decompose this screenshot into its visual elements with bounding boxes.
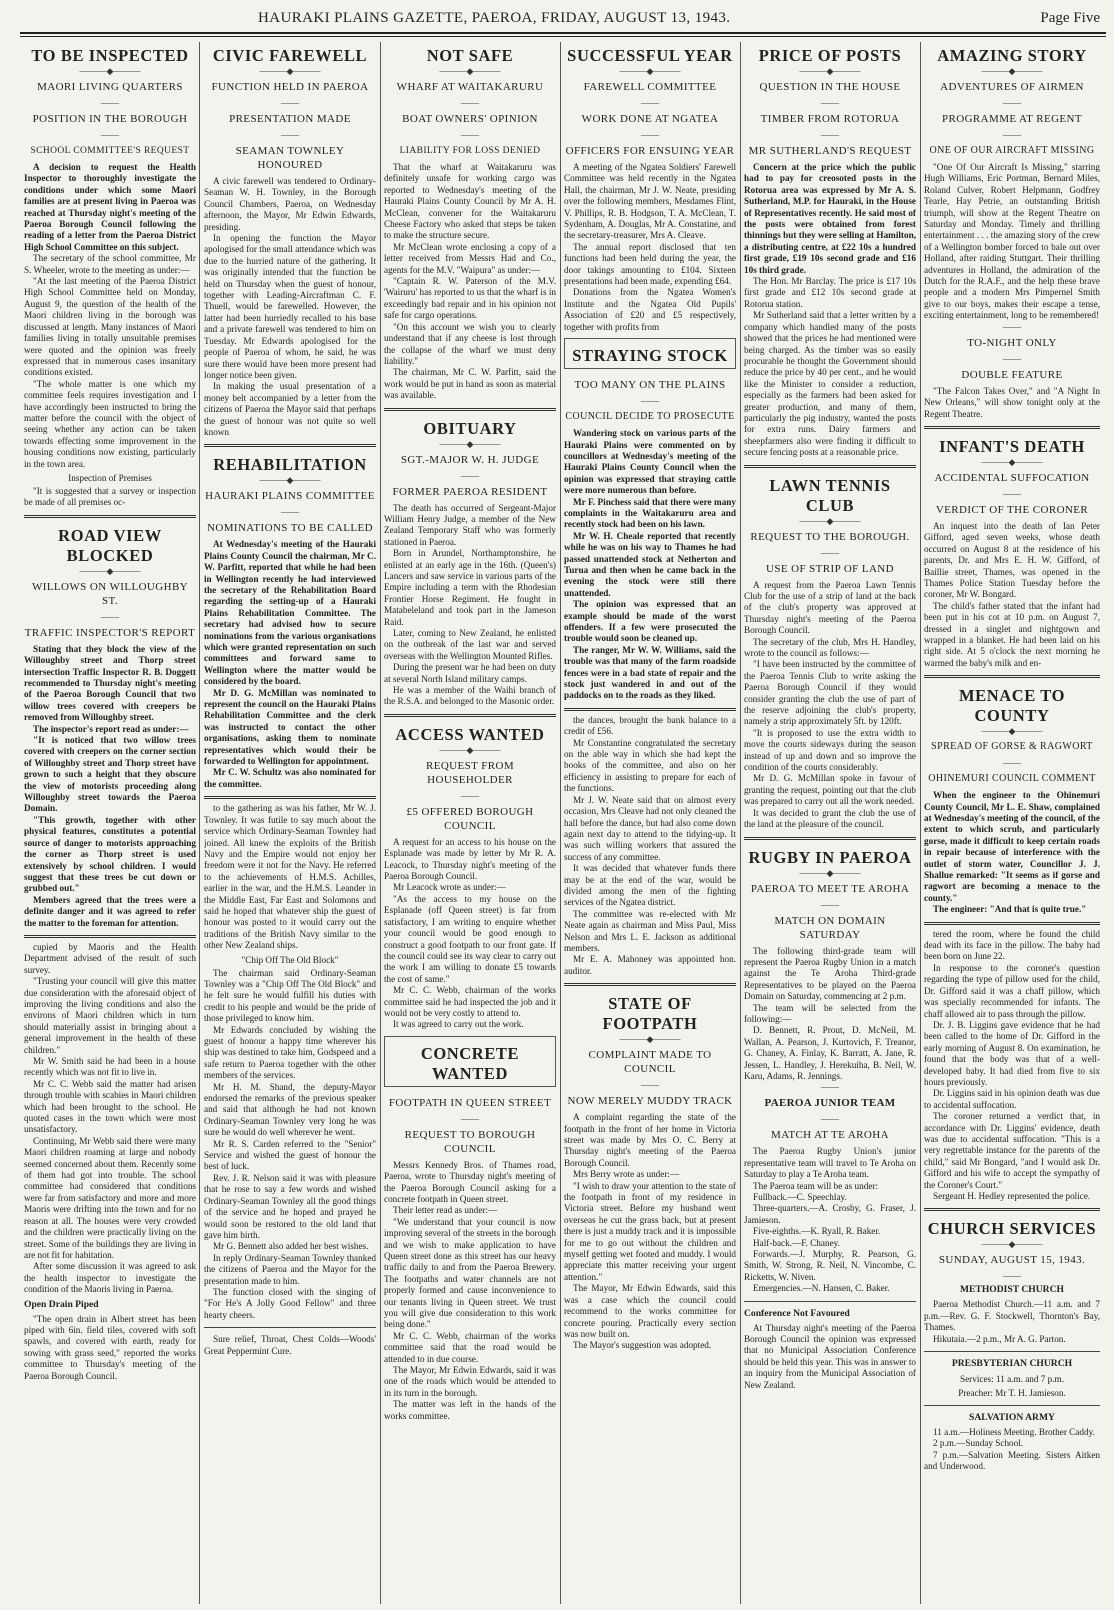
- service-listing: 11 a.m.—Holiness Meeting. Brother Caddy.: [933, 1427, 1095, 1438]
- lead-paragraph: A decision to request the Health Inspector to thoroughly investigate the conditions under which some Maori families are at present living in Paeroa was reached at Thursday night's meeting of the Paeroa Borough Council following the reading of a letter from the Paeroa District High School Committee on this subject.: [24, 162, 196, 252]
- subhead: POSITION IN THE BOROUGH: [32, 113, 188, 125]
- paragraph: "The whole matter is one which my committee feels requires investigation and I have accordingly been instructed to bring the matter before the council with the object of seeing whether any action can be taken towards effecting some improvement in the housing conditions now existing, particularly in the town area.: [24, 378, 196, 469]
- subhead: REQUEST FROM HOUSEHOLDER: [425, 759, 515, 786]
- ornament-rule: ———◆———: [439, 66, 501, 76]
- subhead: TIMBER FROM ROTORUA: [760, 113, 900, 125]
- ornament-rule: ——: [1003, 488, 1021, 499]
- ornament-rule: ———◆———: [799, 867, 861, 878]
- section-rule: [744, 465, 916, 468]
- paragraph: In response to the coroner's question regarding the type of pillow used for the child, Dr. Gifford said it was a chaff pillow, which was specially recommended for infants. The chaff allowed air to pass through the pillow.: [924, 962, 1100, 1019]
- masthead: [0, 0, 1114, 40]
- headline-lawn-tennis-club: LAWN TENNIS CLUB: [769, 475, 891, 515]
- paragraph: The death has occurred of Sergeant-Major William Henry Judge, a member of the New Zealand Temporary Staff who was formerly stationed in Paeroa.: [384, 502, 556, 547]
- ornament-rule: ——: [281, 507, 299, 518]
- paragraph: Rev. J. R. Nelson said it was with pleasure that he rose to say a few words and wished Ordinary-Seaman Townley all the good things of the service and he hoped and prayed he would soon be restored to the old land that gave him birth.: [204, 1172, 376, 1240]
- section-rule: [204, 444, 376, 447]
- paragraph: "One Of Our Aircraft Is Missing," starring Hugh Williams, Eric Portman, Bernard Miles, Roland Culver, Robert Helpmann, Godfrey Tearle, Hay Petrie, an outstanding British triumph, will show at the Regent Theatre on Saturday and Monday. Timely and thrilling entertainment . . . the amazing story of the crew of a Wellington bomber forced to bale out over Holland, after raiding Stuttgart. Their thrilling adventures in Holland, the admiration of the Dutch for the R.A.F., and the help these brave people and a modern Mrs Pimpernel Smith give to our boys, makes their escape a tense, exciting entertainment, long to be remembered!: [924, 162, 1100, 321]
- subhead: TO-NIGHT ONLY: [967, 336, 1057, 349]
- service-listing: 7 p.m.—Salvation Meeting. Sisters Aitken and Underwood.: [924, 1449, 1100, 1472]
- section-rule: [204, 1327, 376, 1328]
- paragraph: A meeting of the Ngatea Soldiers' Farewell Committee was held recently in the Ngatea Hall, the chairman, Mr J. W. Neate, presiding over the following members, Mesdames Flint, V. Phillips, R. B. Hodgson, T. A. McClean, T. Sydenham, A. Douglas, Mr A. Constatine, and the secretary-treasurer, Mrs A. Cleave.: [564, 162, 736, 241]
- ornament-rule: ———◆———: [619, 66, 681, 76]
- paragraph: The team will be selected from the following:—: [744, 1002, 916, 1024]
- ornament-rule: ——: [641, 396, 659, 407]
- paragraph: Later, coming to New Zealand, he enlisted on the outbreak of the last war and served overseas with the Wellington Mounted Rifles.: [384, 628, 556, 661]
- paragraph: Mr Leacock wrote as under:—: [393, 882, 506, 893]
- paragraph: A request from the Paeroa Lawn Tennis Club for the use of a strip of land at the back of the club's property was approved at Thursday night's meeting of the Paeroa Borough Council.: [744, 579, 916, 636]
- paragraph: the dances, brought the bank balance to a credit of £56.: [564, 714, 736, 737]
- subhead: PAEROA JUNIOR TEAM: [764, 1097, 896, 1110]
- ornament-rule: ———◆———: [799, 66, 861, 76]
- section-rule: [564, 983, 736, 986]
- ornament-rule: ——: [101, 611, 119, 622]
- paragraph: In reply Ordinary-Seaman Townley thanked the citizens of Paeroa and the Mayor for the presentation made to him.: [204, 1252, 376, 1286]
- section-rule: [384, 714, 556, 717]
- paragraph: During the present war he had been on duty at several North Island military camps.: [384, 662, 556, 684]
- paragraph: Mr R. S. Carden referred to the "Senior" Service and wished the guest of honour the best of luck.: [204, 1138, 376, 1172]
- paragraph: The coroner returned a verdict that, in accordance with Dr. Liggins' evidence, death was due to accidental suffocation. "This is a very regrettable instance for the parents of the child," said Mr Bongard, "and I would ask Dr. Gifford and his wife to accept the sympathy of the Coroner's Court.": [924, 1111, 1100, 1190]
- service-listing: Hikutaia.—2 p.m., Mr A. G. Parton.: [933, 1333, 1066, 1344]
- subhead: PROGRAMME AT REGENT: [941, 113, 1083, 125]
- subhead: FAREWELL COMMITTEE: [583, 81, 717, 93]
- paragraph: At Thursday night's meeting of the Paeroa Borough Council the opinion was expressed that no Municipal Association Conference should be held this year. This was in answer to an inquiry from the Municipal Association of New Zealand.: [744, 1322, 916, 1390]
- paragraph: Emergencies.—N. Hansen, C. Baker.: [753, 1283, 890, 1294]
- column-5: [744, 42, 916, 1604]
- paragraph: The secretary of the club, Mrs H. Handley, wrote to the council as follows:—: [744, 636, 916, 658]
- subhead: WHARF AT WAITAKARURU: [396, 81, 544, 93]
- paragraph: The inspector's report read as under:—: [33, 723, 189, 734]
- paragraph: An inquest into the death of Ian Peter Gifford, aged seven weeks, whose death occurred on August 8 at the residence of his parents, Dr. and Mrs E. H. W. Gifford, of Baillie street, Thames, was opened in the Thames Police Station Tuesday before the coroner, Mr W. Bongard.: [924, 520, 1100, 600]
- ornament-rule: ——: [821, 98, 839, 108]
- paragraph: The annual report disclosed that ten functions had been held during the year, the door takings amounting to £104. Sixteen presentations had been made, expending £64.: [564, 241, 736, 287]
- subhead: OFFICERS FOR ENSUING YEAR: [565, 145, 735, 157]
- paragraph: The secretary of the school committee, Mr S. Wheeler, wrote to the meeting as under:—: [24, 253, 196, 275]
- ornament-rule: ———◆———: [981, 726, 1043, 737]
- ornament-rule: ——: [821, 1082, 839, 1093]
- column-2: [204, 42, 376, 1604]
- subhead: NOMINATIONS TO BE CALLED: [207, 522, 373, 535]
- paragraph: In making the usual presentation of a money belt accompanied by a letter from the citizens of Paeroa the Mayor said that perhaps the guest of honour was not quite so well known: [204, 381, 376, 437]
- crosshead: Inspection of Premises: [68, 472, 152, 483]
- paragraph: The child's father stated that the infant had been put in his cot at 10 p.m. on August 7, dressed in a singlet and nightgown and wrapped in a blanket. He had been laid on his right side. At 5 o'clock the next morning he warmed the baby's milk and en-: [924, 600, 1100, 668]
- lead-paragraph: Stating that they block the view of the Willoughby street and Thorp street intersection Traffic Inspector R. B. Doggett recommended to Thursday night's meeting of the Paeroa Borough Council that two willow trees covered with creepers be removed from Willoughby street.: [24, 643, 196, 723]
- paragraph: It was decided to grant the club the use of the land at the pleasure of the council.: [744, 807, 916, 830]
- headline-to-be-inspected: TO BE INSPECTED: [31, 46, 189, 65]
- ornament-rule: ——: [821, 130, 839, 140]
- paragraph: After some discussion it was agreed to ask the health inspector to investigate the condition of the Maoris living in Paeroa.: [24, 1261, 196, 1295]
- paragraph: The matter was left in the hands of the works committee.: [384, 1399, 556, 1421]
- headline-price-of-posts: PRICE OF POSTS: [758, 46, 902, 65]
- boxed-article: [384, 1036, 556, 1087]
- column-rule: [199, 42, 200, 1604]
- paragraph: Mr G. Bennett also added her best wishes.: [213, 1241, 369, 1252]
- column-rule: [740, 42, 741, 1604]
- subhead: LIABILITY FOR LOSS DENIED: [399, 146, 541, 156]
- subhead: PAEROA TO MEET TE AROHA: [750, 882, 910, 895]
- paragraph: Mr Constantine congratulated the secretary on the able way in which she had kept the books of the committee, and also on her efficiency in assisting to prepare for each of the functions.: [564, 737, 736, 794]
- paragraph: "It is noticed that two willow trees covered with creepers on the corner section of Willoughby street and Thorp street have grown to such a height that they obscure the view of motorists proceeding along Willoughby street towards the Paeroa Domain.: [24, 735, 196, 814]
- paragraph: Half-back.—F. Chaney.: [753, 1237, 840, 1248]
- subhead: DOUBLE FEATURE: [961, 368, 1063, 381]
- paragraph: The Paeroa Rugby Union's junior representative team will travel to Te Aroha on Saturday to play a Te Aroha team.: [744, 1146, 916, 1180]
- paragraph: tered the room, where he found the child dead with its face in the pillow. The baby had been born on June 22.: [924, 928, 1100, 962]
- subhead: MATCH AT TE AROHA: [771, 1129, 889, 1142]
- paragraph: "I wish to draw your attention to the state of the footpath in front of my residence in Victoria street. Before my husband went overseas he cut the grass back, but at present there is just a muddy track and it is impossible for me to go out without the children and myself getting wet footed and muddy. I would appreciate this matter receiving your urgent attention.": [564, 1180, 736, 1282]
- ornament-rule: ——: [641, 98, 659, 108]
- subhead: REQUEST TO BOROUGH COUNCIL: [404, 1128, 536, 1155]
- service-listing: Services: 11 a.m. and 7 p.m.: [959, 1374, 1065, 1385]
- headline-not-safe: NOT SAFE: [426, 46, 514, 65]
- paragraph: The chairman, Mr C. W. Parfitt, said the work would be put in hand as soon as material was available.: [384, 367, 556, 401]
- column-rule: [380, 42, 381, 1604]
- ornament-rule: ——: [1003, 1271, 1021, 1282]
- ornament-rule: ——: [1003, 353, 1021, 364]
- paragraph: Donations from the Ngatea Women's Institute and the Ngatea Old Pupils' Association of £20 and £5 respectively, together with profits from: [564, 287, 736, 332]
- subhead: ADVENTURES OF AIRMEN: [940, 81, 1084, 93]
- paragraph: "It is suggested that a survey or inspection be made of all premises oc-: [24, 485, 196, 508]
- subhead: ACCIDENTAL SUFFOCATION: [934, 471, 1090, 484]
- subhead: MATCH ON DOMAIN SATURDAY: [774, 914, 886, 941]
- paragraph: D. Bennett, R. Prout, D. McNeil, M. Wallan, A. Pearson, J. Kurtovich, F. Treanor, G. Chaney, A. Finlay, K. Barratt, A. Jane, R. Jessen, L. Handley, J. Herekuiha, B. Neil, W. Karu, Adams, R. Jennings.: [744, 1025, 916, 1081]
- section-rule: [924, 1208, 1100, 1211]
- subhead: SGT.-MAJOR W. H. JUDGE: [400, 453, 540, 466]
- paragraph: Continuing, Mr Webb said there were many Maori children roaming at large and nobody seemed concerned about them. Recently some of them had got into trouble. The school committee had considered that conditions were far from satisfactory and more and more Maoris were drifting into the town and for no reason at all. The houses were very crowded and the children were practically living on the street. Some of the buildings they are living in are not fit for habitation.: [24, 1135, 196, 1260]
- paragraph: "This growth, together with other physical features, constitutes a potential source of danger to motorists approaching the corner as Thorp street is used extensively by school children. I would suggest that these trees be cut down or grubbed out.": [24, 814, 196, 894]
- subhead: USE OF STRIP OF LAND: [765, 562, 894, 575]
- column-6: [924, 42, 1100, 1604]
- paragraph: Dr. J. B. Liggins gave evidence that he had been called to the home of Dr. Gifford in the early morning of August 8. On examination, he found that the body was that of a well-developed baby. It had died from five to six hours previously.: [924, 1019, 1100, 1087]
- lead-paragraph: At Wednesday's meeting of the Hauraki Plains County Council the chairman, Mr C. W. Parfitt, reported that while he had been in Wellington recently he had interviewed the secretary of the Rehabilitation Board regarding the setting-up of a Hauraki Plains Rehabilitation Committee. The secretary had advised how to secure nominations from the various organisations which were granted representation on such committees and forward same to Wellington where the matter would be considered by the board.: [204, 539, 376, 687]
- page-number: Page Five: [1040, 10, 1100, 26]
- masthead-title: HAURAKI PLAINS GAZETTE, PAEROA, FRIDAY, AUGUST 13, 1943.: [258, 10, 731, 26]
- service-listing: 2 p.m.—Sunday School.: [933, 1438, 1024, 1449]
- section-rule: [924, 1351, 1100, 1352]
- headline-road-view-blocked: ROAD VIEW BLOCKED: [58, 525, 162, 565]
- paragraph: He was a member of the Waihi branch of the R.S.A. and belonged to the Masonic order.: [384, 685, 556, 707]
- paragraph: Sergeant H. Hedley represented the police.: [933, 1191, 1091, 1201]
- headline-state-of-footpath: STATE OF FOOTPATH: [602, 994, 698, 1034]
- headline-menace-to-county: MENACE TO COUNTY: [958, 686, 1066, 726]
- subhead: VERDICT OF THE CORONER: [935, 503, 1089, 516]
- paragraph: The function closed with the singing of "For He's A Jolly Good Fellow" and three hearty cheers.: [204, 1286, 376, 1320]
- section-rule: [744, 837, 916, 840]
- section-rule: [924, 426, 1100, 429]
- ornament-rule: ——: [461, 98, 479, 108]
- crosshead: Open Drain Piped: [24, 1298, 99, 1310]
- headline-amazing-story: AMAZING STORY: [937, 46, 1087, 65]
- ornament-rule: ——: [101, 130, 119, 140]
- paragraph: Mr W. Smith said he had been in a house recently which was not fit to live in.: [24, 1056, 196, 1078]
- paragraph: Dr. Liggins said in his opinion death was due to accidental suffocation.: [924, 1088, 1100, 1110]
- section-rule: [564, 708, 736, 711]
- paragraph: It was agreed to carry out the work.: [393, 1019, 524, 1030]
- subhead: FORMER PAEROA RESIDENT: [392, 485, 548, 498]
- paragraph: "It is proposed to use the extra width to move the courts sideways during the season instead of up and down and so improve the condition of the courts considerably.: [744, 727, 916, 773]
- paragraph: Mr C. W. Schultz was also nominated for the committee.: [204, 767, 376, 789]
- paragraph: Mr C. C. Webb, chairman of the works committee said he had inspected the job and it would not be very costly to attend to.: [384, 985, 556, 1018]
- column-rule: [920, 42, 921, 1604]
- lead-paragraph: When the engineer to the Ohinemuri County Council, Mr L. E. Shaw, complained at Wednesday's meeting of the council, of the extent to which scrub, and particularly gorse, made it difficult to keep certain roads in repair because of interference with the outlet of storm water, Councillor J. J. Shallue remarked: "It seems as if gorse and ragwort are becoming a menace to the county.": [924, 790, 1100, 903]
- church-name: METHODIST CHURCH: [959, 1284, 1065, 1296]
- ornament-rule: ——: [461, 1113, 479, 1124]
- paragraph: The ranger, Mr W. W. Williams, said the trouble was that many of the farm roadside fences were in a bad state of repair and the stock just wandered in and out of the paddocks on to the roads as they liked.: [564, 644, 736, 701]
- subhead: MAORI LIVING QUARTERS: [37, 81, 183, 93]
- ornament-rule: ——: [461, 130, 479, 140]
- paragraph: Mr D. G. McMillan was nominated to represent the council on the Hauraki Plains Rehabilitation Committee and the clerk was instructed to contact the other organisations, asking them to nominate representatives which would their be forwarded to Wellington for appointment.: [204, 687, 376, 767]
- paragraph: The Mayor, Mr Edwin Edwards, said it was one of the roads which would be attended to in its turn in the borough.: [384, 1365, 556, 1398]
- boxed-article: [564, 338, 736, 369]
- headline-straying-stock: STRAYING STOCK: [572, 346, 728, 366]
- ornament-rule: ——: [1003, 98, 1021, 108]
- headline-rehabilitation: REHABILITATION: [213, 455, 367, 475]
- subhead: WORK DONE AT NGATEA: [581, 113, 719, 125]
- ornament-rule: ———◆———: [79, 66, 141, 76]
- subhead: SEAMAN TOWNLEY HONOURED: [235, 145, 345, 171]
- paragraph: Messrs Kennedy Bros. of Thames road, Paeroa, wrote to Thursday night's meeting of the Paeroa Borough Council asking for a concrete footpath in Queen street.: [384, 1159, 556, 1204]
- paragraph: "The open drain in Albert street has been piped with 6in. field tiles, covered with soft spawls, and covered with earth, ready for sowing with grass seed," reported the works committee to Thursday's meeting of the Paeroa Borough Council.: [24, 1313, 196, 1381]
- paragraph: The following third-grade team will represent the Paeroa Rugby Union in a match against the Te Aroha Third-grade Representatives to be played on the Paeroa Domain on Saturday, commencing at 2 p.m.: [744, 945, 916, 1002]
- paragraph: A request for an access to his house on the Esplanade was made by letter by Mr R. A. Leacock, to Thursday night's meeting of the Paeroa Borough Council.: [384, 836, 556, 882]
- ornament-rule: ——: [641, 130, 659, 140]
- subhead: SPREAD OF GORSE & RAGWORT: [931, 741, 1093, 753]
- paragraph: In opening the function the Mayor apologised for the small attendance which was due to the hurried nature of the gathering. It was originally intended that the function be held on Thursday when the guest of honour, together with Leading-Aircraftman C. F. Thuell, would be farewelled. However, the latter had been hurriedly recalled to his base and a private farewell was tendered to him on Tuesday. Mr Edwards apologised for the people of Paeroa of whom, he said, he was sure there would have been more present had longer notice been given.: [204, 233, 376, 380]
- section-rule: [24, 515, 196, 518]
- paragraph: "We understand that your council is now improving several of the streets in the borough and we wish to make application to have Queen street done as this street has our heavy traffic daily to and from the Paeroa Brewery. The footpaths and water channels are not properly formed and cause inconvenience to our tenants living in Queen street. We trust you will give due consideration to this work being done.": [384, 1216, 556, 1330]
- church-name: PRESBYTERIAN CHURCH: [951, 1358, 1073, 1370]
- ornament-rule: ———◆———: [439, 744, 501, 755]
- ornament-rule: ——: [281, 98, 299, 108]
- paragraph: The committee was re-elected with Mr Neate again as chairman and Miss Paul, Miss Nelson and Mrs L. E. Jackson as additional members.: [564, 908, 736, 953]
- ornament-rule: ———◆———: [79, 565, 141, 576]
- paragraph: Three-quarters.—A. Crosby, G. Fraser, J. Jamieson.: [744, 1203, 916, 1225]
- section-rule: [924, 675, 1100, 678]
- subhead: FOOTPATH IN QUEEN STREET: [388, 1096, 552, 1109]
- paragraph: Mr F. Pinchess said that there were many complaints in the Waitakaruru area and recently stock had been on his lawn.: [564, 496, 736, 530]
- ornament-rule: ———◆———: [619, 1034, 681, 1045]
- column-1: [24, 42, 196, 1604]
- headline-rugby-in-paeroa: RUGBY IN PAEROA: [748, 847, 912, 867]
- subhead: TOO MANY ON THE PLAINS: [574, 379, 726, 392]
- subhead: TRAFFIC INSPECTOR'S REPORT: [24, 626, 196, 639]
- section-rule: [924, 922, 1100, 925]
- ornament-rule: ——: [1003, 130, 1021, 140]
- service-listing: Preacher: Mr T. H. Jamieson.: [958, 1388, 1066, 1399]
- paragraph: Fullback.—C. Speechlay.: [753, 1192, 847, 1202]
- subhead: PRESENTATION MADE: [229, 113, 351, 125]
- headline-infants-death: INFANT'S DEATH: [939, 436, 1085, 456]
- paragraph: "As the access to my house on the Esplanade (off Queen street) is far from satisfactory, I am writing to enquire whether your council would be good enough to construct a good footpath to our front gate. If the council could see its way clear to carry out the work I am willing to donate £5 towards the cost of same.": [384, 893, 556, 984]
- paragraph: Born in Arundel, Northamptonshire, he enlisted at an early age in the 16th. (Queen's) Lancers and saw service in various parts of the Empire including a term with the Rhodesian Frontier Horse Regiment. He fought in Matabeleland and took part in the Jameson Raid.: [384, 548, 556, 627]
- paragraph: A civic farewell was tendered to Ordinary-Seaman W. H. Townley, in the Borough Council Chambers, Paeroa, on Wednesday afternoon, the Mayor, Mr Edwin Edwards, presiding.: [204, 176, 376, 232]
- paragraph: That the wharf at Waitakaruru was definitely unsafe for working cargo was reported to Wednesday's meeting of the Hauraki Plains County Council by Mr A. H. McClean, convener for the Waitakaruru Cheese Factory who asked that steps be taken to make the structure secure.: [384, 162, 556, 241]
- section-rule: [744, 1301, 916, 1302]
- section-rule: [24, 935, 196, 938]
- headline-access-wanted: ACCESS WANTED: [395, 724, 545, 744]
- headline-concrete-wanted: CONCRETE WANTED: [420, 1043, 520, 1083]
- paragraph: to the gathering as was his father, Mr W. J. Townley. It was futile to say much about the service which Ordinary-Seaman Townley had joined. All knew the exploits of the British Navy and the Empire would not enjoy her freedom were it not for the Navy. He referred to the achievements of H.M.S. Achilles, earlier in the war, and the H.M.S. Leander in the Middle East, Far East and Solomons and said he hoped that whatever ship the guest of honour was posted to it would carry out the traditions of the British Navy similar to the other New Zealand ships.: [204, 803, 376, 951]
- section-rule: [204, 796, 376, 799]
- paragraph: "The Falcon Takes Over," and "A Night In New Orleans," will show tonight only at the Regent Theatre.: [924, 385, 1100, 419]
- paragraph: "At the last meeting of the Paeroa District High School Committee held on Monday, August 9, the question of the health of the Maori children living in the borough was discussed at length. Many instances of Maori families living in totally unsuitable premises were quoted and the opinion was freely expressed that in numerous cases insanitary conditions existed.: [24, 276, 196, 378]
- paragraph: The chairman said Ordinary-Seaman Townley was a "Chip Off The Old Block" and he felt sure he would fulfill his duties with credit to his people and would be the pride of those privileged to know him.: [204, 967, 376, 1024]
- paragraph: "I have been instructed by the committee of the Paeroa Tennis Club to write asking the Paeroa Borough Council if they would consider granting the club the use of part of the reserve adjoining the club's property, namely a strip approximately 5ft. by 120ft.: [744, 659, 916, 727]
- subhead: OHINEMURI COUNCIL COMMENT: [928, 773, 1096, 785]
- paragraph: The opinion was expressed that an example should be made of the worst offenders. If a few were prosecuted the trouble would soon be cleaned up.: [564, 599, 736, 644]
- crosshead: Conference Not Favoured: [744, 1307, 850, 1319]
- ornament-rule: ——: [461, 470, 479, 481]
- paragraph: Mr C. C. Webb said the matter had arisen through trouble with scabies in Maori children which had been brought to the school. He quoted cases in the town which were most unsatisfactory.: [24, 1078, 196, 1135]
- paragraph: The Paeroa team will be as under:: [753, 1180, 879, 1191]
- paragraph: It was decided that whatever funds there may be at the end of the war, would be divided among the men of the fighting services of the Ngatea district.: [564, 863, 736, 908]
- paragraph: A complaint regarding the state of the footpath in the front of her home in Victoria street was made by Mrs O. C. Berry at Thursday night's meeting of the Paeroa Borough Council.: [564, 1112, 736, 1168]
- subhead: ONE OF OUR AIRCRAFT MISSING: [929, 145, 1095, 156]
- paragraph: "On this account we wish you to clearly understand that if any cheese is lost through the collapse of the wharf we must deny liability.": [384, 321, 556, 366]
- paragraph: Forwards.—J. Murphy, R. Pearson, G. Smith, W. Strong, R. Neil, N. Vincombe, C. Ricketts, W. Niven.: [744, 1249, 916, 1282]
- subhead: HAURAKI PLAINS COMMITTEE: [205, 490, 375, 503]
- masthead-rule: [20, 32, 1106, 34]
- masthead-rule-thin: [20, 36, 1106, 37]
- paragraph: Mr W. H. Cheale reported that recently while he was on his way to Thames he had passed unattended stock at Netherton and Turua and then when he came back in the evening the stock were still there unattended.: [564, 530, 736, 598]
- paragraph: "Captain R. W. Paterson of the M.V. 'Wairuru' has reported to us that the wharf is in exceedingly bad repair and in his opinion not safe for cargo operations.: [384, 276, 556, 321]
- ornament-rule: ——: [281, 130, 299, 140]
- ornament-rule: ———◆———: [981, 1239, 1043, 1250]
- headline-civic-farewell: CIVIC FAREWELL: [212, 46, 368, 65]
- subhead: SCHOOL COMMITTEE'S REQUEST: [30, 146, 190, 156]
- subhead: £5 OFFERED BOROUGH COUNCIL: [406, 805, 534, 832]
- section-rule: [924, 1405, 1100, 1406]
- service-listing: Paeroa Methodist Church.—11 a.m. and 7 p.m.—Rev. G. F. Stockwell, Thornton's Bay, Thames.: [924, 1299, 1100, 1333]
- lead-paragraph: Wandering stock on various parts of the Hauraki Plains were commented on by councillors at Wednesday's meeting of the Hauraki Plains County Council when the opinion was expressed that straying cattle were more numerous than before.: [564, 428, 736, 496]
- headline-successful-year: SUCCESSFUL YEAR: [567, 46, 733, 65]
- ornament-rule: ——: [821, 547, 839, 558]
- paragraph: Mr McClean wrote enclosing a copy of a letter received from Messrs Had and Co., agents for the M.V. "Waipura" as under:—: [384, 241, 556, 275]
- paragraph: Mr Sutherland said that a letter written by a company which handled many of the posts showed that the prices he had mentioned were being charged. As the timber was so easily procurable he thought the Government should reduce the price by 40 per cent., and he would like the Minister to consider a reduction, especially as the farmers had been asked for greater production, and many of them, particularly the pig industry, wanted the posts for extra runs. Dairy farmers and sheepfarmers also were finding it difficult to secure fencing posts at a reasonable price.: [744, 310, 916, 458]
- subhead: BOAT OWNERS' OPINION: [402, 113, 538, 125]
- paragraph: Mr D. G. McMillan spoke in favour of granting the request, pointing out that the club was prepared to carry out all the work needed.: [744, 773, 916, 807]
- ornament-rule: ———◆———: [799, 515, 861, 526]
- paragraph: The engineer: "And that is quite true.": [933, 904, 1087, 915]
- subhead: QUESTION IN THE HOUSE: [759, 81, 901, 93]
- service-date: SUNDAY, AUGUST 15, 1943.: [938, 1254, 1086, 1267]
- ornament-rule: ——: [461, 790, 479, 801]
- paragraph: Mr C. C. Webb, chairman of the works committee said that the road would be attended to in due course.: [384, 1330, 556, 1364]
- paragraph: The Hon. Mr Barclay. The price is £17 10s first grade and £12 10s second grade at Rotorua station.: [744, 276, 916, 309]
- ornament-rule: ———◆———: [259, 66, 321, 76]
- paragraph: Mr E. A. Mahoney was appointed hon. auditor.: [564, 954, 736, 976]
- ornament-rule: ———◆———: [439, 438, 501, 449]
- ornament-rule: ———◆———: [981, 456, 1043, 467]
- ornament-rule: ——: [821, 899, 839, 910]
- column-4: [564, 42, 736, 1604]
- crosshead: "Chip Off The Old Block": [241, 954, 339, 965]
- headline-church-services: CHURCH SERVICES: [927, 1219, 1097, 1239]
- subhead: MR SUTHERLAND'S REQUEST: [748, 145, 912, 157]
- paragraph: Members agreed that the trees were a definite danger and it was agreed to refer the matter to the foreman for attention.: [24, 894, 196, 928]
- ornament-rule: ——: [1003, 321, 1021, 332]
- column-rule: [560, 42, 561, 1604]
- paragraph: Mr Edwards concluded by wishing the guest of honour a happy time wherever his ship was destined to take him, Godspeed and a safe return to Paeroa together with the other members of the services.: [204, 1024, 376, 1081]
- subhead: REQUEST TO THE BOROUGH.: [750, 530, 910, 543]
- headline-obituary: OBITUARY: [423, 418, 517, 438]
- ornament-rule: ——: [641, 1080, 659, 1091]
- paragraph: Mr J. W. Neate said that on almost every occasion, Mrs Cleave had not only cleaned the hall before the dance, but had also come down again next day to attend to the tidying-up. It was such willing workers that assured the success of any committee.: [564, 794, 736, 862]
- paragraph: cupied by Maoris and the Health Department advised of the result of such survey.: [24, 941, 196, 975]
- paragraph: Their letter read as under:—: [393, 1205, 498, 1216]
- subhead: WILLOWS ON WILLOUGHBY ST.: [31, 580, 189, 607]
- advertisement: Sure relief, Throat, Chest Colds—Woods' Great Peppermint Cure.: [204, 1334, 376, 1356]
- ornament-rule: ———◆———: [259, 475, 321, 486]
- subhead: COMPLAINT MADE TO COUNCIL: [588, 1049, 712, 1076]
- paragraph: The Mayor's suggestion was adopted.: [573, 1340, 712, 1351]
- paragraph: "Trusting your council will give this matter due consideration with the aforesaid object of improving the living conditions and also the environs of Maori children which in turn should materially assist in bringing about a general improvement in the health of these children.": [24, 976, 196, 1055]
- ornament-rule: ——: [1003, 758, 1021, 769]
- paragraph: Five-eighths.—K. Ryall, R. Baker.: [753, 1226, 881, 1237]
- subhead: NOW MERELY MUDDY TRACK: [567, 1095, 733, 1108]
- subhead: COUNCIL DECIDE TO PROSECUTE: [565, 411, 735, 423]
- paragraph: Mrs Berry wrote as under:—: [573, 1169, 680, 1180]
- ornament-rule: ——: [101, 98, 119, 108]
- ornament-rule: ——: [821, 1114, 839, 1125]
- ornament-rule: ———◆———: [981, 66, 1043, 76]
- column-3: [384, 42, 556, 1604]
- paragraph: The Mayor, Mr Edwin Edwards, said this was a case which the council could recommend to the works committee for concrete pouring. Practically every section was now built on.: [564, 1283, 736, 1339]
- church-name: SALVATION ARMY: [969, 1412, 1055, 1424]
- subhead: FUNCTION HELD IN PAEROA: [211, 81, 369, 93]
- section-rule: [384, 408, 556, 411]
- lead-paragraph: Concern at the price which the public had to pay for creosoted posts in the Rotorua area was expressed by Mr A. S. Sutherland, M.P. for Hauraki, in the House of Representatives recently. He said most of the posts were obtained from forest thinnings but they were selling at Hamilton, a distributing centre, at £22 10s a hundred first grade, £19 10s second grade and £16 10s third grade.: [744, 162, 916, 275]
- paragraph: Mr H. M. Shand, the deputy-Mayor endorsed the remarks of the previous speaker and said that although he had not known Ordinary-Seaman Townley very long he was sure he would do well wherever he went.: [204, 1081, 376, 1138]
